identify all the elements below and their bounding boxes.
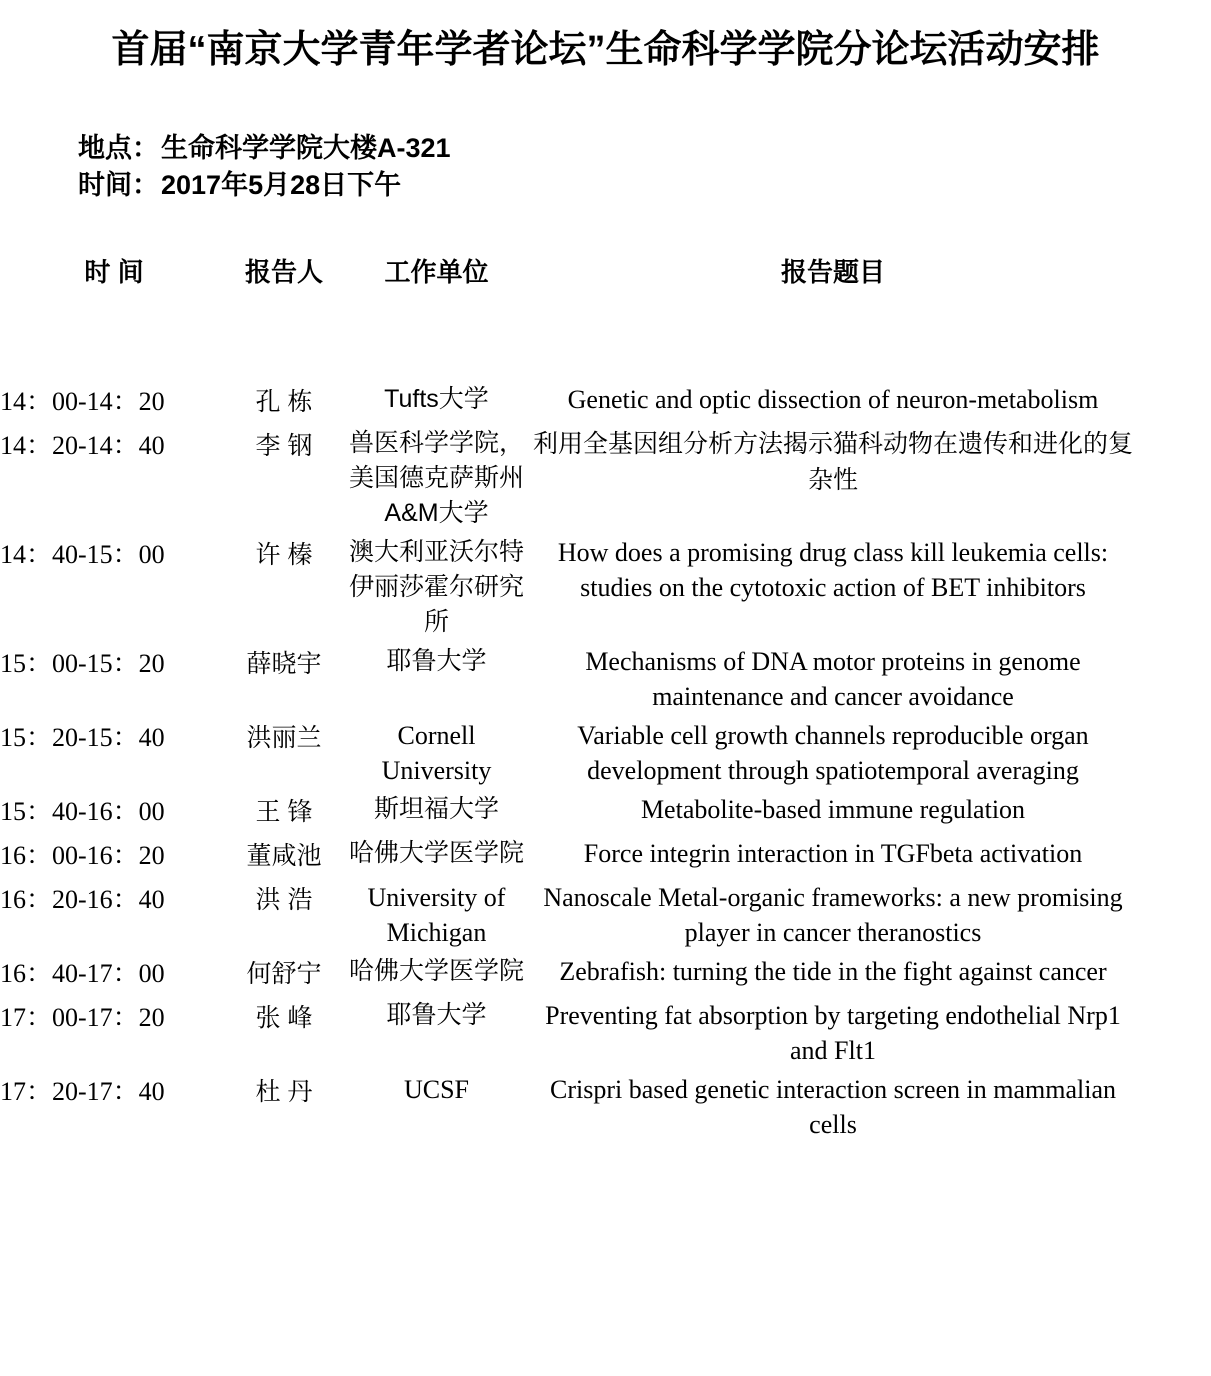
cell-affiliation: 哈佛大学医学院 [348, 839, 524, 867]
table-row [0, 880, 1211, 954]
cell-time: 15：20-15：40 [0, 723, 165, 752]
table-header-row [0, 252, 1211, 310]
cell-time: 15：00-15：20 [0, 649, 165, 678]
cell-pad [1133, 718, 1211, 792]
cell-speaker: 董咸池 [246, 842, 322, 870]
column-header-time: 时 间 [84, 257, 144, 287]
cell-time: 15：40-16：00 [0, 797, 165, 826]
cell-speaker: 李 钢 [255, 432, 313, 460]
cell-speaker: 洪 浩 [255, 886, 313, 914]
cell-pad [1133, 535, 1211, 644]
cell-time: 14：20-14：40 [0, 431, 165, 460]
cell-pad [1133, 426, 1211, 535]
cell-pad [1133, 954, 1211, 998]
page-title: 首届“南京大学青年学者论坛”生命科学学院分论坛活动安排 [111, 29, 1100, 71]
cell-topic: Metabolite-based immune regulation [640, 795, 1026, 824]
column-header-topic: 报告题目 [780, 257, 885, 287]
event-meta-block [78, 130, 451, 204]
table-row [0, 1072, 1211, 1146]
table-row [0, 998, 1211, 1072]
schedule-table-body [0, 310, 1211, 1146]
cell-topic: Zebrafish: turning the tide in the fight against cancer [559, 957, 1107, 986]
spacer-cell [340, 310, 533, 382]
location-value: 生命科学学院大楼A-321 [161, 133, 451, 163]
cell-pad [1133, 382, 1211, 426]
cell-topic: Variable cell growth channels reproducible organ development through spatiotemporal averaging [577, 721, 1089, 785]
cell-topic: Force integrin interaction in TGFbeta activation [583, 839, 1083, 868]
cell-pad [1133, 836, 1211, 880]
cell-speaker: 洪丽兰 [246, 724, 322, 752]
cell-pad [1133, 1072, 1211, 1146]
cell-pad [1133, 998, 1211, 1072]
cell-pad [1133, 644, 1211, 718]
cell-speaker: 许 榛 [255, 541, 313, 569]
cell-topic: How does a promising drug class kill leukemia cells: studies on the cytotoxic action of BET inhibitors [557, 538, 1109, 602]
cell-speaker: 何舒宁 [246, 960, 322, 988]
cell-affiliation: 耶鲁大学 [386, 1001, 487, 1029]
table-row [0, 792, 1211, 836]
location-label: 地点： [78, 133, 159, 163]
cell-pad [1133, 880, 1211, 954]
cell-topic: Genetic and optic dissection of neuron-metabolism [567, 385, 1099, 414]
cell-affiliation: 耶鲁大学 [386, 647, 487, 675]
spacer-cell [533, 310, 1133, 382]
cell-affiliation: 斯坦福大学 [373, 795, 499, 823]
table-row [0, 836, 1211, 880]
spacer-cell [1133, 310, 1211, 382]
cell-time: 16：00-16：20 [0, 841, 165, 870]
cell-affiliation: University of Michigan [367, 883, 506, 947]
cell-time: 16：20-16：40 [0, 885, 165, 914]
table-row [0, 644, 1211, 718]
spacer-cell [0, 310, 228, 382]
cell-speaker: 王 锋 [255, 798, 313, 826]
cell-time: 17：20-17：40 [0, 1077, 165, 1106]
schedule-table [0, 252, 1211, 1146]
time-value: 2017年5月28日下午 [161, 170, 402, 200]
spacer-cell [228, 310, 340, 382]
cell-speaker: 张 峰 [255, 1004, 313, 1032]
cell-time: 14：00-14：20 [0, 387, 165, 416]
cell-affiliation: 澳大利亚沃尔特伊丽莎霍尔研究所 [348, 538, 524, 636]
cell-affiliation: UCSF [403, 1075, 470, 1104]
cell-time: 17：00-17：20 [0, 1003, 165, 1032]
column-header-speaker: 报告人 [244, 257, 323, 287]
cell-topic: Nanoscale Metal-organic frameworks: a new promising player in cancer theranostics [543, 883, 1123, 947]
table-row [0, 382, 1211, 426]
cell-time: 16：40-17：00 [0, 959, 165, 988]
cell-topic: Preventing fat absorption by targeting endothelial Nrp1 and Flt1 [545, 1001, 1121, 1065]
cell-time: 14：40-15：00 [0, 540, 165, 569]
meta-row-time [78, 167, 451, 204]
cell-affiliation: Tufts大学 [384, 385, 489, 413]
meta-row-location [78, 130, 451, 167]
table-row [0, 718, 1211, 792]
table-row [0, 426, 1211, 535]
cell-speaker: 薛晓宇 [246, 650, 322, 678]
cell-topic: Crispri based genetic interaction screen in mammalian cells [549, 1075, 1117, 1139]
cell-affiliation: Cornell University [381, 721, 492, 785]
cell-topic: 利用全基因组分析方法揭示猫科动物在遗传和进化的复杂性 [533, 430, 1134, 494]
cell-topic: Mechanisms of DNA motor proteins in genome maintenance and cancer avoidance [585, 647, 1081, 711]
table-row [0, 535, 1211, 644]
column-header-affiliation: 工作单位 [384, 257, 489, 287]
cell-speaker: 杜 丹 [255, 1078, 313, 1106]
cell-affiliation: 哈佛大学医学院 [348, 957, 524, 985]
time-label: 时间： [78, 170, 159, 200]
column-header-pad [1133, 252, 1211, 310]
table-row [0, 954, 1211, 998]
cell-speaker: 孔 栋 [255, 388, 313, 416]
cell-affiliation: 兽医科学学院，美国德克萨斯州A&M大学 [348, 429, 524, 527]
cell-pad [1133, 792, 1211, 836]
header-body-spacer [0, 310, 1211, 382]
